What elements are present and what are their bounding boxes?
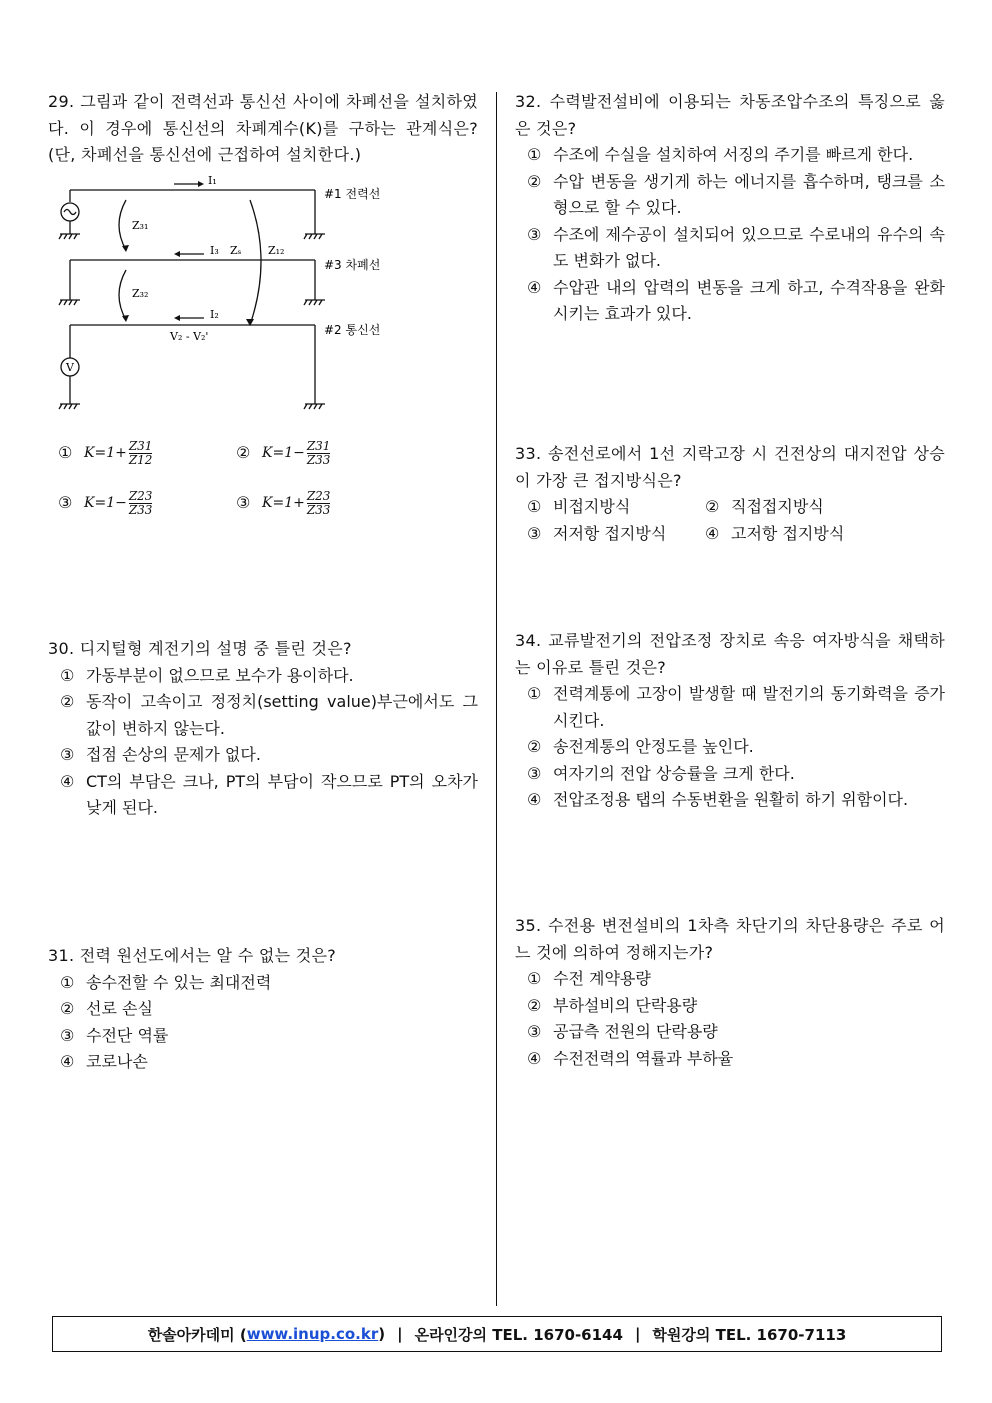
question-33 [515,441,945,547]
fraction: $\frac{Z31}{Z12}$ [128,438,153,467]
q34-option-4[interactable]: ④ 전압조정용 탭의 수동변환을 원활히 하기 위함이다. [527,790,909,809]
q31-option-2[interactable]: ② 선로 손실 [60,999,153,1018]
q33-option-3[interactable]: ③ 저저항 접지방식 [527,523,667,543]
label-z32: Z₃₂ [132,287,149,300]
question-29-stem: 29. 그림과 같이 전력선과 통신선 사이에 차폐선을 설치하였다. 이 경우에 통신선의 차폐계수(K)를 구하는 관계식은? (단, 차폐선을 통신선에 근접하여 설치한다.) [48,92,478,164]
label-i1: I₁ [208,174,217,187]
fraction: $\frac{Z31}{Z33}$ [306,438,331,467]
label-z12: Z₁₂ [268,244,285,257]
question-34-stem: 34. 교류발전기의 전압조정 장치로 속응 여자방식을 채택하는 이유로 틀린 것은? [515,631,945,677]
label-zs: Zₛ [230,244,242,257]
fraction: $\frac{Z23}{Z33}$ [306,488,331,517]
footer-close-paren: ) [378,1325,386,1343]
q34-option-1[interactable]: ① 전력계통에 고장이 발생할 때 발전기의 동기화력을 증가시킨다. [527,684,945,730]
q31-option-4[interactable]: ④ 코로나손 [60,1052,148,1071]
q32-option-1[interactable]: ① 수조에 수실을 설치하여 서징의 주기를 빠르게 한다. [527,145,914,164]
q29-option-3[interactable]: ③ K=1− $\frac{Z23}{Z33}$ [58,488,153,517]
footer-separator: | [634,1325,641,1343]
q32-option-4[interactable]: ④ 수압관 내의 압력의 변동을 크게 하고, 수격작용을 완화시키는 효과가 있다. [527,277,945,323]
question-32-stem: 32. 수력발전설비에 이용되는 차동조압수조의 특징으로 옳은 것은? [515,92,945,138]
footer-bar [52,1316,942,1352]
fraction: $\frac{Z23}{Z33}$ [128,488,153,517]
question-31 [48,943,478,1076]
q33-option-4[interactable]: ④ 고저항 접지방식 [705,523,845,543]
footer-website-link[interactable]: www.inup.co.kr [246,1325,379,1343]
footer-online-tel: 온라인강의 TEL. 1670-6144 [414,1325,623,1344]
question-34 [515,628,945,814]
footer-academy: 한솔아카데미 ( [147,1325,247,1344]
label-v2: V₂ - V₂' [170,330,209,343]
q29-option-1[interactable]: ① K=1+ $\frac{Z31}{Z12}$ [58,438,153,467]
question-33-stem: 33. 송전선로에서 1선 지락고장 시 건전상의 대지전압 상승이 가장 큰 접지방식은? [515,444,945,490]
label-line1: #1 전력선 [324,187,381,201]
shielding-circuit-diagram [58,172,398,417]
question-31-stem: 31. 전력 원선도에서는 알 수 없는 것은? [48,946,337,965]
q29-option-4[interactable]: ③ K=1+ $\frac{Z23}{Z33}$ [236,488,331,517]
q30-option-2[interactable]: ② 동작이 고속이고 정정치(setting value)부근에서도 그 값이 변하지 않는다. [60,692,478,738]
q35-option-2[interactable]: ② 부하설비의 단락용량 [527,995,698,1015]
q32-option-2[interactable]: ② 수압 변동을 생기게 하는 에너지를 흡수하며, 탱크를 소형으로 할 수 있다. [527,171,945,217]
question-30 [48,636,478,822]
label-line3: #3 차폐선 [324,258,381,272]
q34-option-2[interactable]: ② 송전계통의 안정도를 높인다. [527,737,754,756]
question-35-stem: 35. 수전용 변전설비의 1차측 차단기의 차단용량은 주로 어느 것에 의하여 정해지는가? [515,916,945,962]
q33-option-2[interactable]: ② 직접접지방식 [705,497,824,516]
q31-option-1[interactable]: ① 송수전할 수 있는 최대전력 [60,972,272,992]
question-32 [515,89,945,328]
footer-separator: | [397,1325,403,1343]
q33-option-1[interactable]: ① 비접지방식 [527,497,631,516]
q32-option-3[interactable]: ③ 수조에 제수공이 설치되어 있으므로 수로내의 유수의 속도 변화가 없다. [527,224,945,270]
question-30-stem: 30. 디지털형 계전기의 설명 중 틀린 것은? [48,639,352,658]
q30-option-4[interactable]: ④ CT의 부담은 크나, PT의 부담이 작으므로 PT의 오차가 낮게 된다. [60,771,478,817]
q35-option-1[interactable]: ① 수전 계약용량 [527,969,651,988]
q35-option-3[interactable]: ③ 공급측 전원의 단락용량 [527,1022,718,1041]
q30-option-1[interactable]: ① 가동부분이 없으므로 보수가 용이하다. [60,665,354,685]
label-z31: Z₃₁ [132,219,149,232]
q30-option-3[interactable]: ③ 접점 손상의 문제가 없다. [60,745,261,764]
q29-option-2[interactable]: ② K=1− $\frac{Z31}{Z33}$ [236,438,331,467]
column-divider [496,92,497,1306]
label-v: V [66,361,74,374]
question-29 [48,89,478,169]
label-i3: I₃ [210,244,219,257]
q34-option-3[interactable]: ③ 여자기의 전압 상승률을 크게 한다. [527,763,795,783]
question-35 [515,913,945,1072]
label-line2: #2 통신선 [324,323,381,337]
footer-offline-tel: 학원강의 TEL. 1670-7113 [652,1325,847,1344]
question-29-options [58,428,438,528]
label-i2: I₂ [210,308,219,321]
q31-option-3[interactable]: ③ 수전단 역률 [60,1025,169,1045]
q35-option-4[interactable]: ④ 수전전력의 역률과 부하율 [527,1048,734,1068]
